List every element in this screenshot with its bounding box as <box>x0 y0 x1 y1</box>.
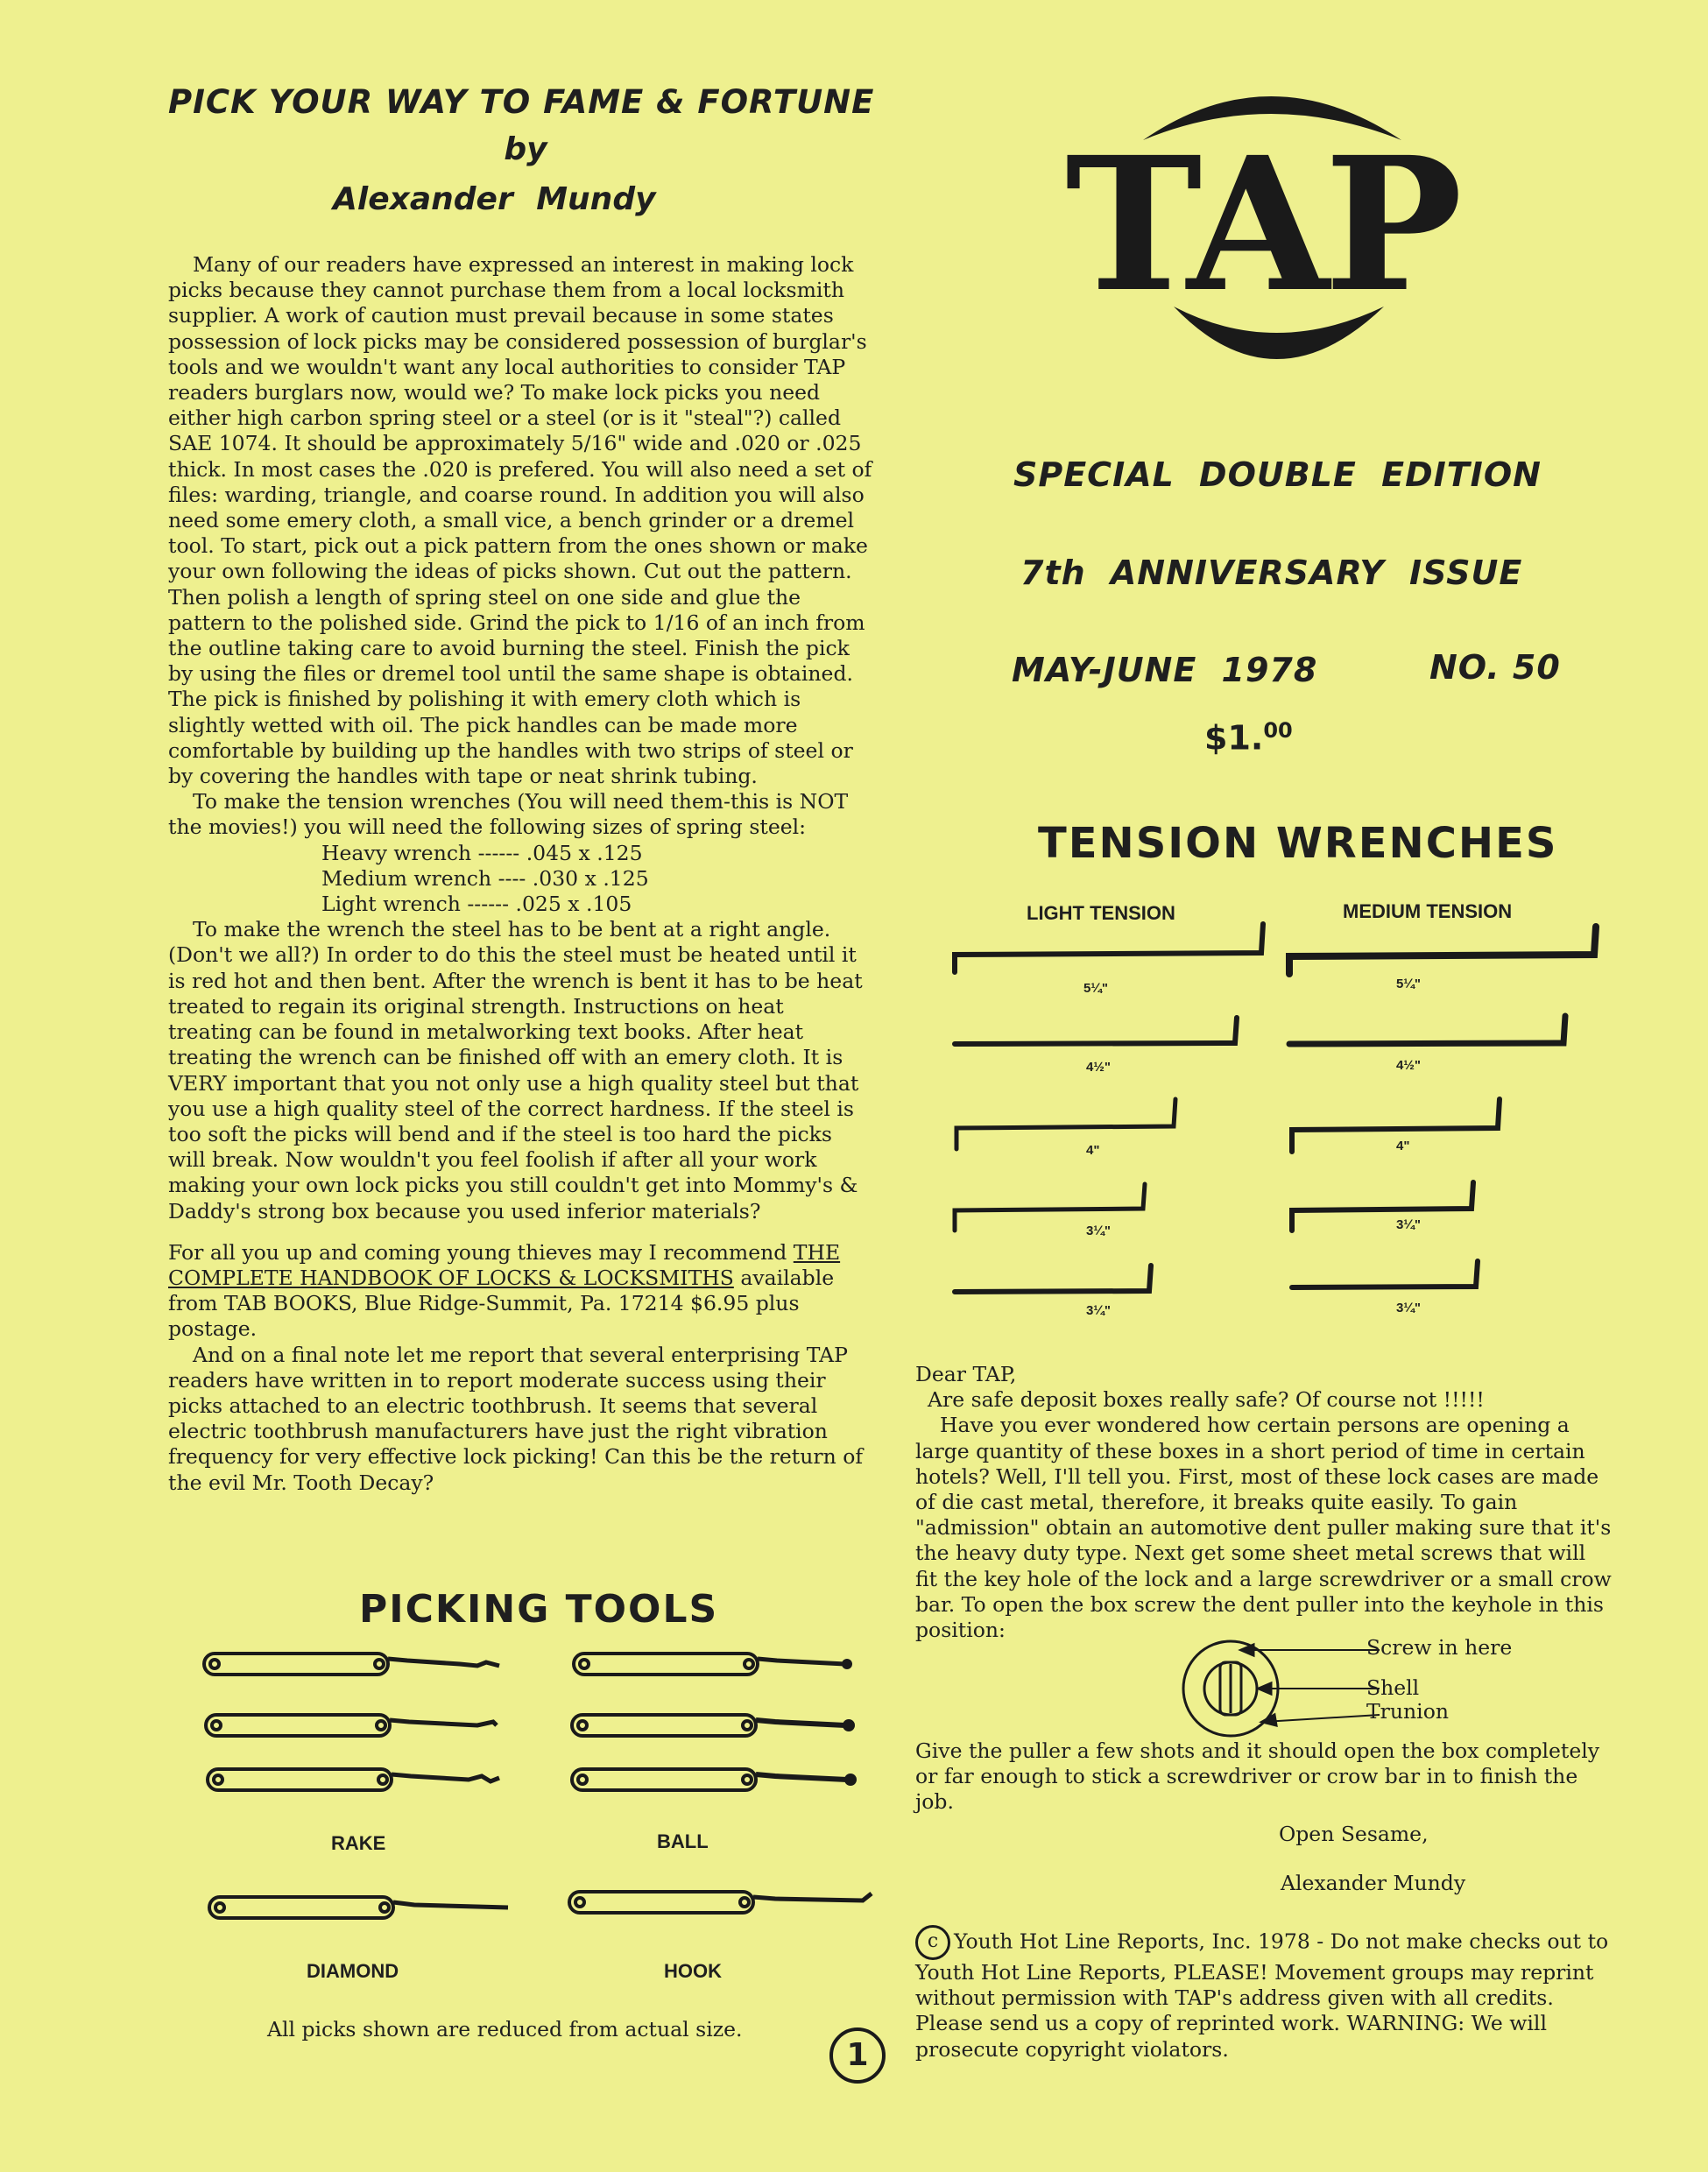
article-body <box>168 252 873 1496</box>
light-size-2: 4½" <box>1086 1060 1111 1075</box>
keyhole-diagram <box>1178 1636 1380 1741</box>
picking-tools-figure <box>197 1638 880 1927</box>
article-byline: by <box>504 131 547 167</box>
letter-after: Give the puller a few shots and it should open the box completely or far enough to stick a screwdriver or crow bar in to finish the job. <box>915 1738 1600 1815</box>
article-paragraph-5: And on a final note let me report that several enterprising TAP readers have written in to report moderate success using their picks attached to an electric toothbrush. It seems that several electric toothbrush manufacturers have just the right vibration frequency for very effective lock picking! Can this be the return of the evil Mr. Tooth Decay? <box>168 1342 864 1495</box>
page-number-text: 1 <box>846 2037 869 2073</box>
article-title: PICK YOUR WAY TO FAME & FORTUNE <box>168 83 875 121</box>
tension-wrenches-figure <box>946 920 1612 1305</box>
page-number <box>829 2027 886 2084</box>
article-paragraph-1: Many of our readers have expressed an interest in making lock picks because they cannot purchase them from a local locksmith supplier. A work of caution must prevail because in some states possession of lock picks may be considered possession of burglar's tools and we wouldn't want any local authorities to consider TAP readers burglars now, would we? To make lock picks you need either high carbon spring steel or a steel (or is it "steal"?) called SAE 1074. It should be approximately 5/16" wide and .020 or .025 thick. In most cases the .020 is prefered. You will also need a set of files: warding, triangle, and coarse round. In addition you will also need some emery cloth, a small vice, a bench grinder or a dremel tool. To start, pick out a pick pattern from the ones shown or make your own following the ideas of picks shown. Cut out the pattern. Then polish a length of spring steel on one side and glue the pattern to the polished side. Grind the pick to 1/16 of an inch from the outline taking care to avoid burning the steel. Finish the pick by using the files or dremel tool until the same shape is obtained. The pick is finished by polishing it with emery cloth which is slightly wetted with oil. The pick handles can be made more comfortable by building up the handles with two strips of steel or by covering the handles with tape or neat shrink tubing. <box>168 252 872 789</box>
price-dollars: $1. <box>1204 718 1264 758</box>
pick-label-rake: RAKE <box>331 1832 386 1854</box>
recommend-text: For all you up and coming young thieves may I recommend <box>168 1239 787 1265</box>
light-size-3: 4" <box>1086 1143 1100 1158</box>
pick-label-ball: BALL <box>657 1830 709 1852</box>
issue-price <box>1204 718 1293 758</box>
letter-body: Have you ever wondered how certain persons are opening a large quantity of these boxes in a short period of time in certain hotels? Well, I'll tell you. First, most of these lock cases are made of die cast metal, therefore, it breaks quite easily. To gain "admission" obtain an automotive dent puller making sure that it's the heavy duty type. Next get some sheet metal screws that will fit the key hole of the lock and a large screwdriver or a small crow bar. To open the box screw the dent puller into the keyhole in this position: <box>915 1413 1612 1643</box>
medium-tension-label: MEDIUM TENSION <box>1343 900 1513 922</box>
wrench-size-medium: Medium wrench ---- .030 x .125 <box>321 865 649 891</box>
article-paragraph-2: To make the tension wrenches (You will need them-this is NOT the movies!) you will need the following sizes of spring steel: <box>168 789 849 840</box>
pick-icon <box>204 1654 872 1918</box>
pick-label-diamond: DIAMOND <box>307 1960 399 1982</box>
book-title: THE COMPLETE HANDBOOK OF LOCKS & LOCKSMITHS <box>168 1239 841 1290</box>
letter-closing: Open Sesame, <box>1279 1822 1429 1846</box>
light-size-1: 5¼" <box>1083 981 1108 996</box>
edition-line: SPECIAL DOUBLE EDITION <box>1013 455 1542 494</box>
article-author: Alexander Mundy <box>333 181 656 217</box>
light-size-5: 3¼" <box>1086 1303 1111 1318</box>
copyright-text: Youth Hot Line Reports, Inc. 1978 - Do not make checks out to Youth Hot Line Reports, PLEASE! Movement groups may reprint without permission with TAP's address given with all credits. Please send us a copy of reprinted work. WARNING: We will prosecute copyright violators. <box>915 1929 1609 2062</box>
diagram-label-trunion: Trunion <box>1366 1699 1449 1724</box>
letter-line-1: Are safe deposit boxes really safe? Of course not !!!!! <box>928 1387 1485 1413</box>
wrench-size-heavy: Heavy wrench ------ .045 x .125 <box>321 840 643 865</box>
picks-size-note: All picks shown are reduced from actual size. <box>267 2017 743 2042</box>
tension-wrenches-title: TENSION WRENCHES <box>1038 819 1558 868</box>
light-size-4: 3¼" <box>1086 1224 1111 1238</box>
letter <box>915 1362 1612 1643</box>
book-availability: available from TAB BOOKS, Blue Ridge-Summit, Pa. 17214 $6.95 plus postage. <box>168 1265 835 1342</box>
letter-signature: Alexander Mundy <box>1281 1871 1466 1895</box>
light-tension-label: LIGHT TENSION <box>1027 902 1175 924</box>
diagram-label-screw: Screw in here <box>1366 1635 1513 1660</box>
copyright-icon: c <box>915 1925 950 1960</box>
price-cents: 00 <box>1263 718 1293 743</box>
issue-number: NO. 50 <box>1429 648 1561 687</box>
anniversary-line: 7th ANNIVERSARY ISSUE <box>1020 554 1523 592</box>
medium-size-2: 4½" <box>1396 1058 1421 1073</box>
diagram-label-shell: Shell <box>1366 1675 1420 1700</box>
tap-logo <box>1016 70 1507 394</box>
medium-size-3: 4" <box>1396 1139 1410 1153</box>
wrench-size-light: Light wrench ------ .025 x .105 <box>321 892 632 917</box>
medium-size-1: 5¼" <box>1396 977 1421 991</box>
letter-salutation: Dear TAP, <box>915 1362 1017 1386</box>
article-paragraph-3: To make the wrench the steel has to be bent at a right angle. (Don't we all?) In order to do this the steel must be heated until it is red hot and then bent. After the wrench is bent it has to be heat treated to regain its original strength. Instructions on heat treating can be found in metalworking text books. After heat treating the wrench can be finished off with an emery cloth. It is VERY important that you not only use a high quality steel but that you use a high quality steel of the correct hardness. If the steel is too soft the picks will bend and if the steel is too hard the picks will break. Now wouldn't you feel foolish if after all your work making your own lock picks you still couldn't get into Mommy's & Daddy's strong box because you used inferior materials? <box>168 917 863 1224</box>
copyright-notice <box>915 1925 1612 2063</box>
pick-label-hook: HOOK <box>664 1960 722 1982</box>
issue-date: MAY-JUNE 1978 <box>1012 651 1318 689</box>
logo-text: TAP <box>1065 116 1457 333</box>
medium-size-5: 3¼" <box>1396 1301 1421 1315</box>
article-paragraph-4 <box>168 1240 873 1343</box>
medium-size-4: 3¼" <box>1396 1217 1421 1232</box>
picking-tools-title: PICKING TOOLS <box>359 1587 719 1632</box>
